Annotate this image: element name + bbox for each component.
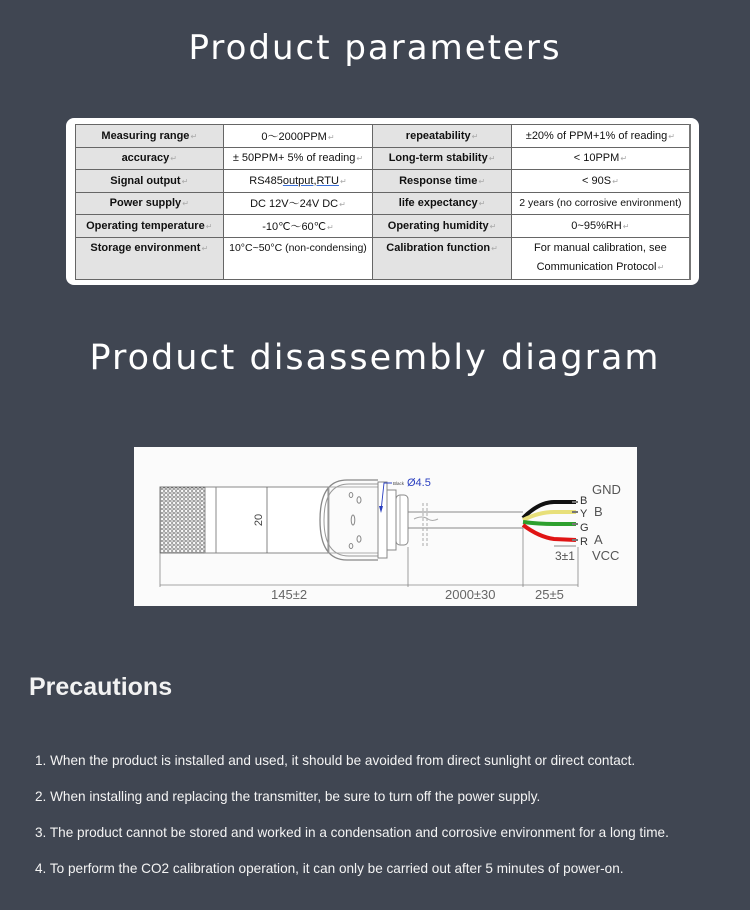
spec-label: life expectancy xyxy=(398,197,478,210)
return-mark-icon: ↵ xyxy=(471,131,479,141)
product-parameters-title: Product parameters xyxy=(188,28,562,68)
table-row xyxy=(76,215,691,238)
return-mark-icon: ↵ xyxy=(478,176,486,186)
sensor-drawing xyxy=(134,447,637,606)
spec-value: -10℃～60℃ xyxy=(262,220,327,233)
table-row xyxy=(76,170,691,193)
wire-red xyxy=(523,525,576,540)
spec-value: 2 years (no corrosive environment) xyxy=(519,197,682,210)
disassembly-diagram-title: Product disassembly diagram xyxy=(89,338,661,378)
spec-value: DC 12V～24V DC xyxy=(250,198,339,211)
spec-label: Operating humidity xyxy=(387,219,489,232)
spec-value: RS485 xyxy=(249,174,283,187)
signal-gnd: GND xyxy=(592,482,621,497)
spec-value-line: For manual calibration, see xyxy=(534,241,667,254)
spec-value-line: Communication Protocol xyxy=(536,260,657,273)
return-mark-icon: ↵ xyxy=(201,243,209,253)
wire-letter-y: Y xyxy=(580,508,588,520)
return-mark-icon: ↵ xyxy=(612,176,619,186)
spec-value: 0~95%RH xyxy=(571,219,622,232)
return-mark-icon: ↵ xyxy=(181,176,189,186)
precautions-list xyxy=(35,748,688,892)
return-mark-icon: ↵ xyxy=(170,154,177,164)
list-item: 2. When installing and replacing the transmitter, be sure to turn off the power supply. xyxy=(35,788,541,804)
return-mark-icon: ↵ xyxy=(668,131,675,141)
return-mark-icon: ↵ xyxy=(339,200,346,210)
lead-length-label: 25±5 xyxy=(535,587,564,602)
return-mark-icon: ↵ xyxy=(478,199,486,209)
spec-label: Calibration function xyxy=(386,241,491,254)
diameter-prefix: Black xyxy=(393,481,405,486)
list-item: 3. The product cannot be stored and worked in a condensation and corrosive environment for a long time. xyxy=(35,824,669,840)
spec-label: Signal output xyxy=(110,174,181,187)
return-mark-icon: ↵ xyxy=(182,199,189,209)
width-dimension-label: 20 xyxy=(253,513,265,527)
return-mark-icon: ↵ xyxy=(205,221,213,231)
wire-letter-b: B xyxy=(580,495,588,507)
return-mark-icon: ↵ xyxy=(491,243,498,253)
return-mark-icon: ↵ xyxy=(657,262,665,272)
spec-table xyxy=(75,124,691,280)
spec-label: Measuring range xyxy=(101,129,190,142)
wire-letter-r: R xyxy=(580,536,588,548)
return-mark-icon: ↵ xyxy=(356,154,364,164)
list-item: 4. To perform the CO2 calibration operation, it can only be carried out after 5 minutes of power-on. xyxy=(35,860,624,876)
return-mark-icon: ↵ xyxy=(622,221,630,231)
return-mark-icon: ↵ xyxy=(488,154,496,164)
return-mark-icon: ↵ xyxy=(620,154,628,164)
return-mark-icon: ↵ xyxy=(339,176,347,186)
spec-label: Power supply xyxy=(109,197,182,210)
spec-value: ±20% of PPM+1% of reading xyxy=(525,129,668,142)
strip-length-label: 3±1 xyxy=(555,549,575,563)
spec-label: accuracy xyxy=(121,152,170,165)
spec-value: ± 50PPM+ 5% of reading xyxy=(232,152,356,165)
signal-vcc: VCC xyxy=(592,548,620,563)
spec-value: 10°C~50°C (non-condensing) xyxy=(229,241,367,254)
disassembly-diagram xyxy=(134,447,637,606)
diameter-label: Ø4.5 xyxy=(407,477,431,489)
spec-value: < 90S xyxy=(582,174,612,187)
wire-letter-g: G xyxy=(580,522,589,534)
spec-label: repeatability xyxy=(405,129,471,142)
list-item: 1. When the product is installed and used, it should be avoided from direct sunlight or direct contact. xyxy=(35,752,636,768)
return-mark-icon: ↵ xyxy=(489,221,497,231)
wire-green xyxy=(523,522,576,524)
precautions-title: Precautions xyxy=(29,673,173,701)
spec-label: Operating temperature xyxy=(86,219,205,232)
return-mark-icon: ↵ xyxy=(327,132,335,142)
spec-label: Long-term stability xyxy=(388,152,488,165)
probe-length-label: 145±2 xyxy=(271,587,308,602)
return-mark-icon: ↵ xyxy=(327,222,334,232)
spec-value: < 10PPM xyxy=(573,152,620,165)
return-mark-icon: ↵ xyxy=(190,131,198,141)
signal-a: A xyxy=(594,532,603,547)
table-row xyxy=(76,192,691,215)
mesh-filter-cap xyxy=(160,487,205,553)
table-row xyxy=(76,237,691,279)
table-row xyxy=(76,125,691,148)
spec-table-card xyxy=(66,118,699,285)
cable-length-label: 2000±30 xyxy=(445,587,496,602)
signal-b: B xyxy=(594,504,603,519)
spec-value-underlined: output,RTU xyxy=(282,174,339,187)
table-row xyxy=(76,147,691,170)
spec-label: Response time xyxy=(399,174,478,187)
spec-label: Storage environment xyxy=(90,241,201,254)
spec-value: 0～2000PPM xyxy=(261,130,327,143)
